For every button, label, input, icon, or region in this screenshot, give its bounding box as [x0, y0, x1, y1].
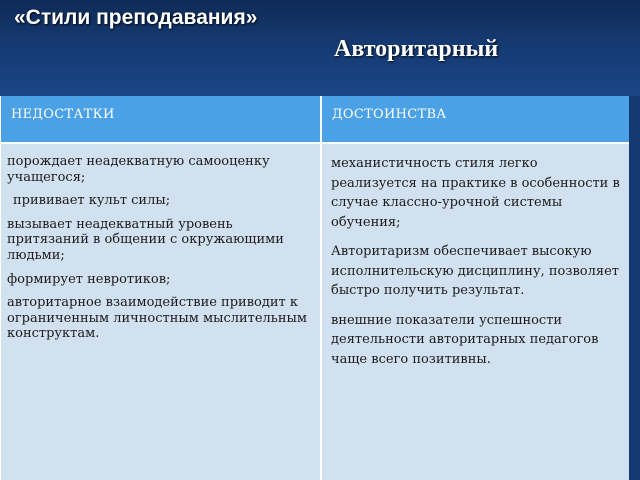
- column-header-advantages: ДОСТОИНСТВА: [322, 96, 629, 142]
- disadvantage-item: авторитарное взаимодействие приводит к ограниченным личностным мыслительным конструктам.: [7, 295, 307, 342]
- disadvantage-item: вызывает неадекватный уровень притязаний в общении с окружающими людьми;: [7, 216, 284, 263]
- background-strip: [628, 96, 640, 480]
- disadvantage-item: прививает культ силы;: [13, 193, 171, 209]
- slide-header: [0, 0, 640, 96]
- advantage-item: Авторитаризм обеспечивает высокую исполнительскую дисциплину, позволяет быстро получить результат.: [331, 244, 619, 298]
- advantage-item: внешние показатели успешности деятельности авторитарных педагогов чаще всего позитивны.: [331, 312, 599, 367]
- advantages-cell: [322, 144, 629, 480]
- disadvantage-item: формирует невротиков;: [7, 271, 171, 287]
- disadvantages-cell: [1, 144, 320, 480]
- slide-title: «Стили преподавания»: [14, 6, 258, 29]
- comparison-table: [0, 96, 629, 480]
- column-header-disadvantages: НЕДОСТАТКИ: [1, 96, 320, 142]
- disadvantage-item: порождает неадекватную самооценку учащегося;: [7, 154, 270, 185]
- slide-subtitle: Авторитарный: [334, 36, 499, 62]
- advantage-item: механистичность стиля легко реализуется на практике в особенности в случае классно-урочной системы обучения;: [331, 156, 620, 230]
